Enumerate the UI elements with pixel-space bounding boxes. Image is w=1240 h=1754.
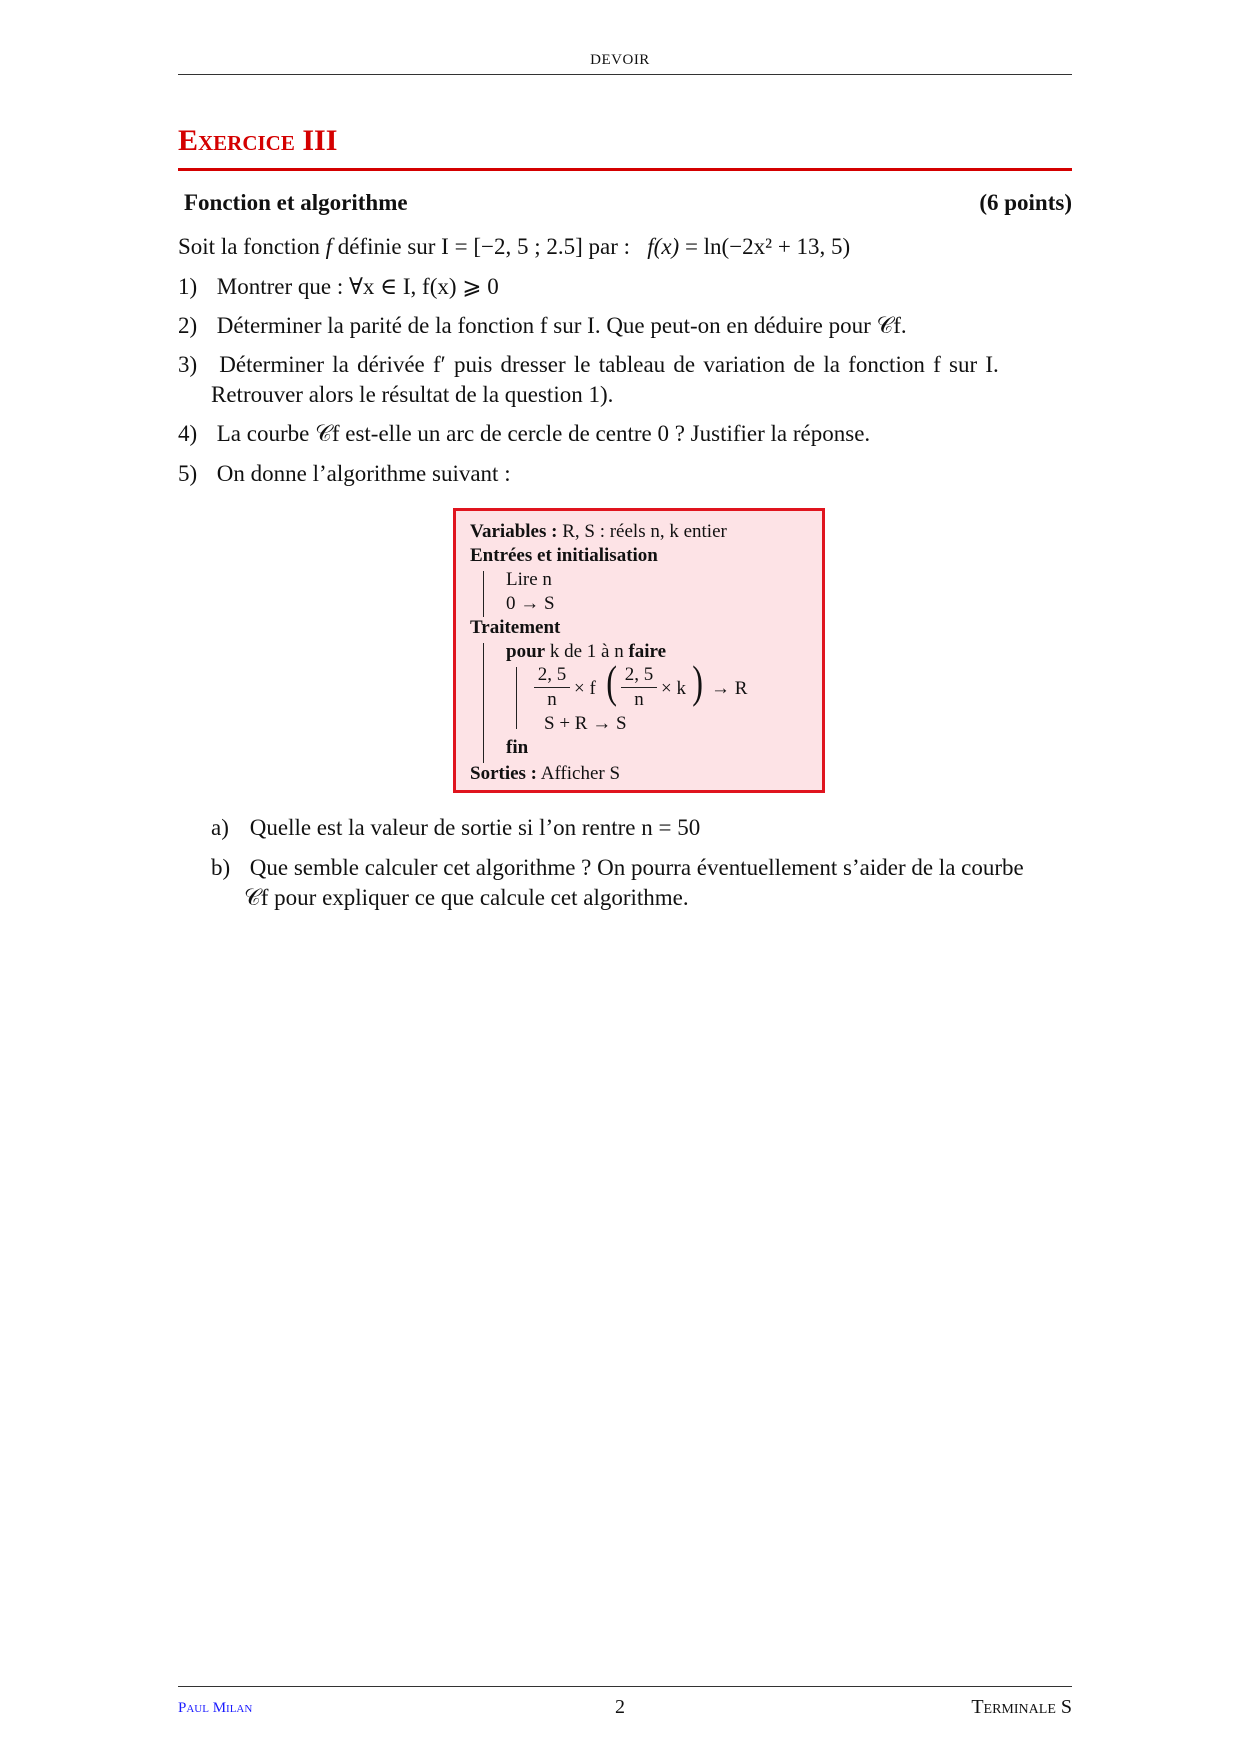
algo-variables-value: R, S : réels n, k entier bbox=[562, 521, 727, 542]
intro-var-f: f bbox=[325, 234, 332, 259]
exercise-points: (6 points) bbox=[979, 190, 1072, 215]
algo-traitement-label: Traitement bbox=[470, 617, 561, 638]
algo-arrow-r: → R bbox=[711, 678, 748, 699]
subquestion-b bbox=[211, 853, 1024, 883]
algo-init: 0 → S bbox=[506, 593, 555, 614]
fraction-numerator: 2, 5 bbox=[537, 664, 567, 685]
close-paren: ) bbox=[692, 656, 704, 707]
fraction-bar bbox=[621, 687, 657, 688]
question-number: 4) bbox=[178, 421, 198, 446]
question-text: Montrer que : ∀x ∈ I, f(x) ⩾ 0 bbox=[216, 274, 499, 299]
footer-author: Paul Milan bbox=[178, 1700, 253, 1716]
question-4 bbox=[178, 419, 870, 449]
fraction-numerator: 2, 5 bbox=[624, 664, 654, 685]
question-5 bbox=[178, 459, 511, 489]
algo-sum-line: S + R → S bbox=[544, 713, 627, 734]
algo-fraction-inner bbox=[621, 664, 657, 711]
algo-times-k: × k bbox=[661, 678, 686, 699]
question-text: La courbe 𝒞f est-elle un arc de cercle de centre 0 ? Justifier la réponse. bbox=[216, 421, 871, 446]
intro-text: Soit la fonction bbox=[178, 234, 320, 259]
algo-fin: fin bbox=[506, 737, 529, 758]
question-number: 2) bbox=[178, 313, 198, 338]
algo-times-f: × f bbox=[574, 678, 596, 699]
footer-class: Terminale S bbox=[971, 1696, 1072, 1718]
subquestion-text: Quelle est la valeur de sortie si l’on rentre n = 50 bbox=[249, 815, 701, 840]
subquestion-a bbox=[211, 813, 700, 843]
algorithm-box bbox=[453, 508, 825, 793]
algo-for-line bbox=[506, 641, 666, 663]
question-3 bbox=[178, 350, 999, 380]
exercise-title: Exercice III bbox=[178, 124, 338, 157]
algo-variables bbox=[470, 521, 727, 543]
question-number: 3) bbox=[178, 352, 198, 377]
algo-block-bar bbox=[483, 643, 484, 763]
subquestion-letter: a) bbox=[211, 815, 229, 840]
algo-entrees-label: Entrées et initialisation bbox=[470, 545, 658, 566]
question-3-continued: Retrouver alors le résultat de la question 1). bbox=[211, 382, 614, 407]
algo-block-bar bbox=[483, 571, 484, 617]
intro-line bbox=[178, 232, 850, 262]
footer-divider bbox=[178, 1686, 1072, 1687]
fraction-bar bbox=[534, 687, 570, 688]
question-1 bbox=[178, 272, 499, 302]
intro-domain: définie sur I = [−2, 5 ; 2.5] par : bbox=[337, 234, 631, 259]
algo-pour-range: k de 1 à n bbox=[549, 641, 624, 662]
algo-pour: pour bbox=[506, 641, 546, 662]
algo-variables-label: Variables : bbox=[470, 521, 558, 542]
subquestion-text: Que semble calculer cet algorithme ? On pourra éventuellement s’aider de la courbe bbox=[249, 855, 1024, 880]
question-text: On donne l’algorithme suivant : bbox=[216, 461, 511, 486]
question-2 bbox=[178, 311, 907, 341]
intro-formula-rhs: = ln(−2x² + 13, 5) bbox=[684, 234, 851, 259]
subquestion-letter: b) bbox=[211, 855, 231, 880]
header-divider bbox=[178, 74, 1072, 75]
algo-lire: Lire n bbox=[506, 569, 552, 590]
algo-fraction bbox=[534, 664, 570, 711]
fraction-denominator: n bbox=[547, 689, 557, 710]
question-text: Déterminer la dérivée f′ puis dresser le tableau de variation de la fonction f sur I. bbox=[219, 352, 999, 377]
footer-page-number: 2 bbox=[615, 1696, 625, 1718]
intro-formula-lhs: f(x) bbox=[647, 234, 680, 259]
exercise-subtitle: Fonction et algorithme bbox=[184, 190, 408, 215]
algo-loop-bar bbox=[516, 667, 517, 729]
question-number: 5) bbox=[178, 461, 198, 486]
subquestion-b-continued: 𝒞f pour expliquer ce que calcule cet algorithme. bbox=[244, 885, 689, 910]
question-number: 1) bbox=[178, 274, 198, 299]
open-paren: ( bbox=[606, 656, 618, 707]
question-text: Déterminer la parité de la fonction f sur I. Que peut-on en déduire pour 𝒞f. bbox=[216, 313, 907, 338]
fraction-denominator: n bbox=[634, 689, 644, 710]
algo-sorties bbox=[470, 763, 620, 785]
exercise-divider bbox=[178, 168, 1072, 171]
algo-sorties-label: Sorties : bbox=[470, 763, 538, 784]
algo-faire: faire bbox=[628, 641, 667, 662]
algo-sorties-value: Afficher S bbox=[540, 763, 621, 784]
page-header-title: DEVOIR bbox=[590, 52, 650, 68]
